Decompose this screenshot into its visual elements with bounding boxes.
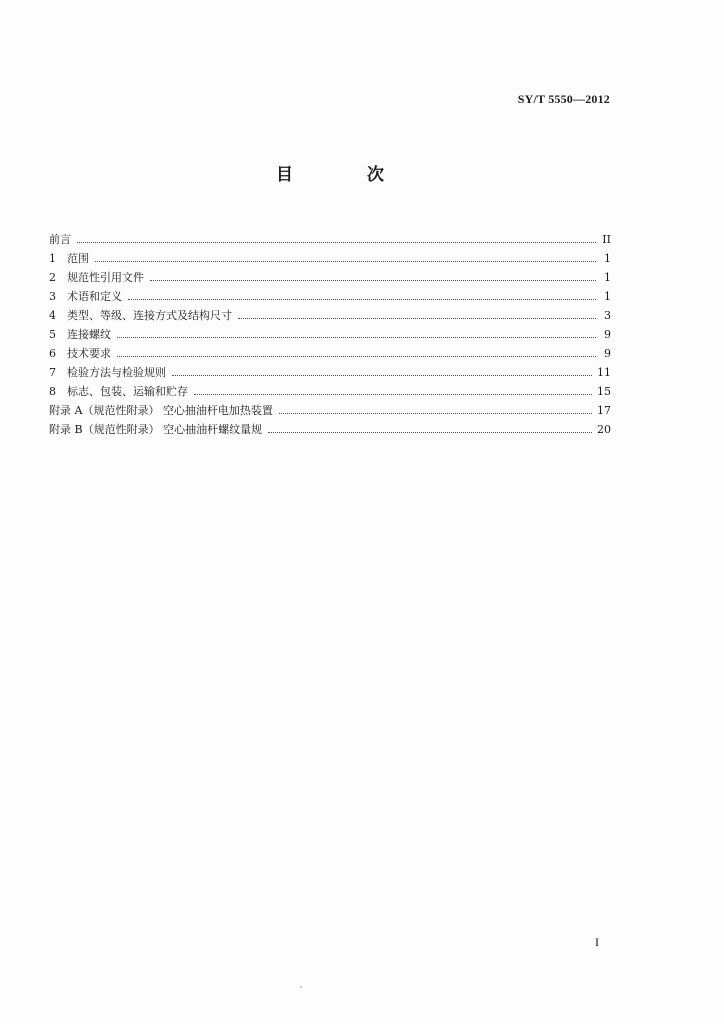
toc-leader-dots [150, 280, 596, 281]
toc-entry-page: 9 [604, 347, 611, 360]
toc-entry-text: 技术要求 [67, 347, 111, 360]
toc-leader-dots [117, 337, 596, 338]
toc-entry-text: 附录 B（规范性附录） 空心抽油杆螺纹量规 [49, 423, 263, 436]
toc-leader-dots [117, 356, 596, 357]
toc-entry-text: 前言 [49, 233, 71, 246]
toc-entry-number: 1 [49, 252, 56, 265]
toc-leader-dots [77, 242, 596, 243]
toc-entry-8[interactable] [49, 382, 611, 401]
toc-entry-number: 2 [49, 271, 56, 284]
toc-entry-text: 附录 A（规范性附录） 空心抽油杆电加热装置 [49, 404, 273, 417]
toc-leader-dots [279, 413, 592, 414]
standard-code: SY/T 5550—2012 [517, 92, 610, 106]
toc-entry-3[interactable] [49, 287, 611, 306]
toc-entry-text: 规范性引用文件 [67, 271, 144, 284]
toc-entry-page: 1 [604, 252, 611, 265]
toc-entry-text: 术语和定义 [67, 290, 122, 303]
toc-entry-number: 8 [49, 385, 56, 398]
toc-entry-4[interactable] [49, 306, 611, 325]
toc-leader-dots [268, 432, 592, 433]
toc-entry-5[interactable] [49, 325, 611, 344]
toc-entry-page: 1 [604, 271, 611, 284]
toc-entry-page: 15 [597, 385, 611, 398]
toc-entry-text: 检验方法与检验规则 [67, 366, 166, 379]
toc-entry-number: 5 [49, 328, 56, 341]
toc-entry-page: 11 [597, 366, 611, 379]
toc-entry-page: 1 [604, 290, 611, 303]
toc-entry-appendix-a[interactable] [49, 401, 611, 420]
table-of-contents [49, 230, 611, 439]
toc-leader-dots [95, 261, 596, 262]
toc-leader-dots [172, 375, 592, 376]
scan-speck [300, 986, 302, 988]
toc-entry-7[interactable] [49, 363, 611, 382]
toc-leader-dots [238, 318, 596, 319]
toc-entry-number: 6 [49, 347, 56, 360]
toc-title: 目 次 [276, 165, 418, 185]
toc-entry-text: 连接螺纹 [67, 328, 111, 341]
toc-entry-text: 类型、等级、连接方式及结构尺寸 [67, 309, 232, 322]
page-number: I [595, 935, 599, 949]
toc-leader-dots [194, 394, 592, 395]
toc-entry-text: 范围 [67, 252, 89, 265]
toc-entry-1[interactable] [49, 249, 611, 268]
toc-entry-page: 9 [604, 328, 611, 341]
toc-entry-text: 标志、包装、运输和贮存 [67, 385, 188, 398]
toc-leader-dots [128, 299, 596, 300]
toc-entry-number: 7 [49, 366, 56, 379]
toc-entry-number: 4 [49, 309, 56, 322]
toc-entry-appendix-b[interactable] [49, 420, 611, 439]
toc-entry-number: 3 [49, 290, 56, 303]
toc-entry-foreword[interactable] [49, 230, 611, 249]
toc-entry-6[interactable] [49, 344, 611, 363]
toc-entry-page: 17 [597, 404, 611, 417]
toc-entry-page: 3 [604, 309, 611, 322]
toc-entry-page: II [602, 233, 611, 246]
toc-entry-page: 20 [597, 423, 611, 436]
toc-entry-2[interactable] [49, 268, 611, 287]
